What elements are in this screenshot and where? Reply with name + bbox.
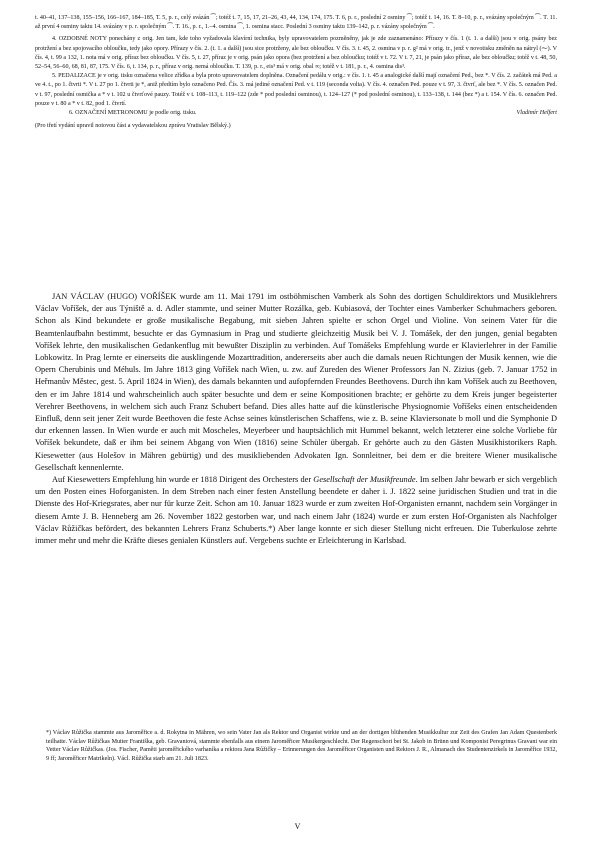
biography: [35, 291, 557, 547]
notes-item-5: 5. PEDALIZACE je v orig. tisku označena velice zřídka a byla proto upravovatelem doplněna. Označení pedálu v orig.: v čís. 1. t. 45 a analogické další mají označení Ped., bez *. V čís. 2. začátek má Ped. a ve 4. t., po 1. čtvrti *. V t. 27 po 1. čtvrti je *, aniž předtím bylo označeno Ped. Čís. 3. má jediné označení Ped. v t. 119 (seconda volta). V čís. 4. označen Ped. pouze v t. 97, 3. čtvrť, ale bez *. V čís. 5. označen Ped. v t. 97, poslední osmička a * v t. 102 u čtvrťové pauzy. Totéž v t. 108–113, t. 119–122 (zde * pod poslední osminou), t. 124–127 (* pod poslední osminou), t. 133–138, t. 144 (bez *) a t. 154. V čís. 6. označen Ped. pouze v t. 80 a * v t. 82, pod 1. čtvrtí.: [35, 73, 557, 107]
biography-paragraph-1: JAN VÁCLAV (HUGO) VOŘÍŠEK wurde am 11. Mai 1791 im ostböhmischen Vamberk als Sohn des dortigen Schuldirektors und Musiklehrers Václav Voříšek, der aus Týniště a. d. Adler stammte, und seiner Mutter Rozálka, geb. Kubiasová, der Tochter eines Vamberker Schuhmachers geboren. Schon als Kind bekundete er große musikalische Begabung, mit sieben Jahren spielte er schon Orgel und Violine. Von seinem Vater für die Beamtenlaufbahn bestimmt, besuchte er das Gymnasium in Prag und studierte gleichzeitig Musik bei V. J. Tomášek, der den jungen, genial begabten Voříšek lehrte, den musikalischen Gedankenflug mit bewußter Disziplin zu verbinden. Auf Tomášeks Empfehlung wurde er Klavierlehrer in der Familie Lobkowitz. In Prag lernte er einerseits die ausklingende Mozarttradition, andererseits aber auch die damals neuen Richtungen der Musik kennen, wie die Opern Cherubinis und Méhuls. Im Jahre 1813 ging Voříšek nach Wien, u. zw. auf Zureden des Wiener Professors Jan N. Zizius (geb. 7. Januar 1752 in Heřmanův Městec, gest. 5. April 1824 in Wien), des damals bekannten und aufopfernden Freundes Beethovens. Durch ihn kam Voříšek auch zu Beethoven, den er im Jahre 1814 und wahrscheinlich auch später besuchte und dem er seine Kompositionen brachte; er gehörte zu dem Kreis junger begeisterter Verehrer Beethovens, in welchem sich auch Franz Schubert befand. Dies alles hatte auf die künstlerische Physiognomie Voříšeks einen entscheidenden Einfluß, denn seit jener Zeit wurde Beethoven die feste Achse seines künstlerischen Schaffens, wie z. B. seine Klaviersonate b moll und die Symphonie D dur erkennen lassen. In Wien wurde er auch mit Moscheles, Meyerbeer und hauptsächlich mit Hummel bekannt, welch letzterer eine solche Vorliebe für Voříšek bekundete, daß er ihm bei seinem Abgang von Wien (1816) seine Schüler übergab. Er gehörte auch zu den Gästen Musikhistorikers Raph. Kiesewetter (aus Holešov in Mähren gebürtig) und des musikliebenden Advokaten Ign. Sonnleitner, bei dem er die breitere Wiener musikalische Gesellschaft kennenlernte.: [35, 292, 557, 472]
editor-note: (Pro třetí vydání upravil notovou část a vydavatelskou zprávu Vratislav Bělský.): [35, 123, 231, 130]
notes-item-6: 6. OZNAČENÍ METRONOMU je podle orig. tisku.: [69, 110, 197, 117]
footnote-text: *) Václav Růžička stammte aus Jaroměřice a. d. Rokytna in Mähren, wo sein Vater Jan als Rektor und Organist wirkte und an der dortigen blühenden Musikkultur zur Zeit des Grafen Jan Adam Questenberk teilhatte. Václav Růžičkas Mutter Františka, geb. Gravaniová, stammte ebenfalls aus einem Jaroměřicer Musikergeschlecht. Der Regenschori bei St. Jakob in Brünn und Komponist Peregrinus Gravani war ein Vetter Václav Růžičkas. (Jos. Fischer, Paměti jaroměřického varhaníka a rektora Jana Růžičky – Erinnerungen des Jaroměřicer Organisten und Rektors J. R., Almanach des Studentenzirkels in Jaroměřice 1932, 9 ff; Jaroměřicer Matrikeln). Václ. Růžička starb am 21. Juli 1823.: [46, 730, 557, 762]
editorial-notes: [35, 14, 557, 131]
notes-item-4: 4. OZDOBNÉ NOTY ponechány z orig. Jen tam, kde toho vyžadovala klavírní technika, byly upravovatelem pozměněny, jak je zde zaznamenáno: Přírazy v čís. 1 (t. 1. a další) jsou v orig. psány bez protržení a bez spojovacího obloučku, tedy jako opory. Přírazy v čís. 2. (t. 1. a další) jsou sice protrženy, ale bez obloučku. V čís. 3. t. 45, 2. osmina v p. r. g² má v orig. tr., jenž v novotisku změněn na nátryl (⁓). V čís. 4, t. 99 a 132, 1. nota má v orig. příraz bez obloučku. V čís. 5, t. 27, příraz je v orig. psán jako opora (bez protržení a bez obloučku; totéž v t. 72. V t. 7, 21, je psán jako příraz, ale bez obloučku; totéž v t. 48, 50, 52–54, 56–60, 68, 81, 87, 175. V čís. 6, t. 134, p. r., příraz v orig. nemá obloučku. T. 139, p. r., eis³ má v orig. obal ∞; totéž v t. 181, p. r., 4. osmina dis³.: [35, 36, 557, 71]
signature: Vladimír Helfert: [516, 110, 557, 117]
footnote: [46, 729, 557, 763]
society-name: Gesellschaft der Musikfreunde: [313, 475, 416, 485]
page-number: V: [294, 822, 301, 831]
biography-paragraph-2: [35, 474, 557, 547]
biography-p2-start: Auf Kiesewetters Empfehlung hin wurde er 1818 Dirigent des Orchesters der: [52, 475, 314, 485]
notes-item-6-row: [35, 109, 557, 118]
biography-p2-rest: . Im selben Jahr bewarb er sich vergeblich um den Posten eines Hoforganisten. In dem Streben nach einer festen Anstellung beendete er daher i. J. 1822 seine juridischen Studien und trat in die Dienste des Hof-Kriegsrates, aber nur für kurze Zeit. Schon am 10. Januar 1823 wurde er zum zweiten Hof-Organisten ernannt, nachdem sein Vorgänger in diesem Amte J. B. Henneberg am 26. November 1822 gestorben war, und nach einem Jahr (1824) wurde er zum ersten Hof-Organisten als Nachfolger Václav Růžičkas befördert, des bekannten Lehrers Franz Schuberts.*) Aber lange konnte er sich dieser Stellung nicht erfreuen. Die Tuberkulose zehrte immer mehr und mehr die Kräfte dieses genialen Künstlers auf. Vergebens suchte er Erleichterung in Karlsbad.: [35, 475, 558, 546]
notes-top-paragraph: t. 40–41, 137–138, 155–156, 166–167, 184–185, T. 5, p. r., celý svázán ⁀; totéž t. 7, 15, 17, 21–26, 43, 44, 134, 174, 175. T. 6, p. r., poslední 2 osminy ⁀; totéž t. 14, 16. T. 8–10, p. r., svázány společným ⁀. T. 11. až první 4 osminy taktu 14. svázány v p. r. společným ⁀. T. 16., p. r., 1.–4. osmina ⁀, 1. osmina stacc. Poslední 3 osminy taktu 139–142, p. r. vázány společným ⁀.: [35, 15, 557, 31]
